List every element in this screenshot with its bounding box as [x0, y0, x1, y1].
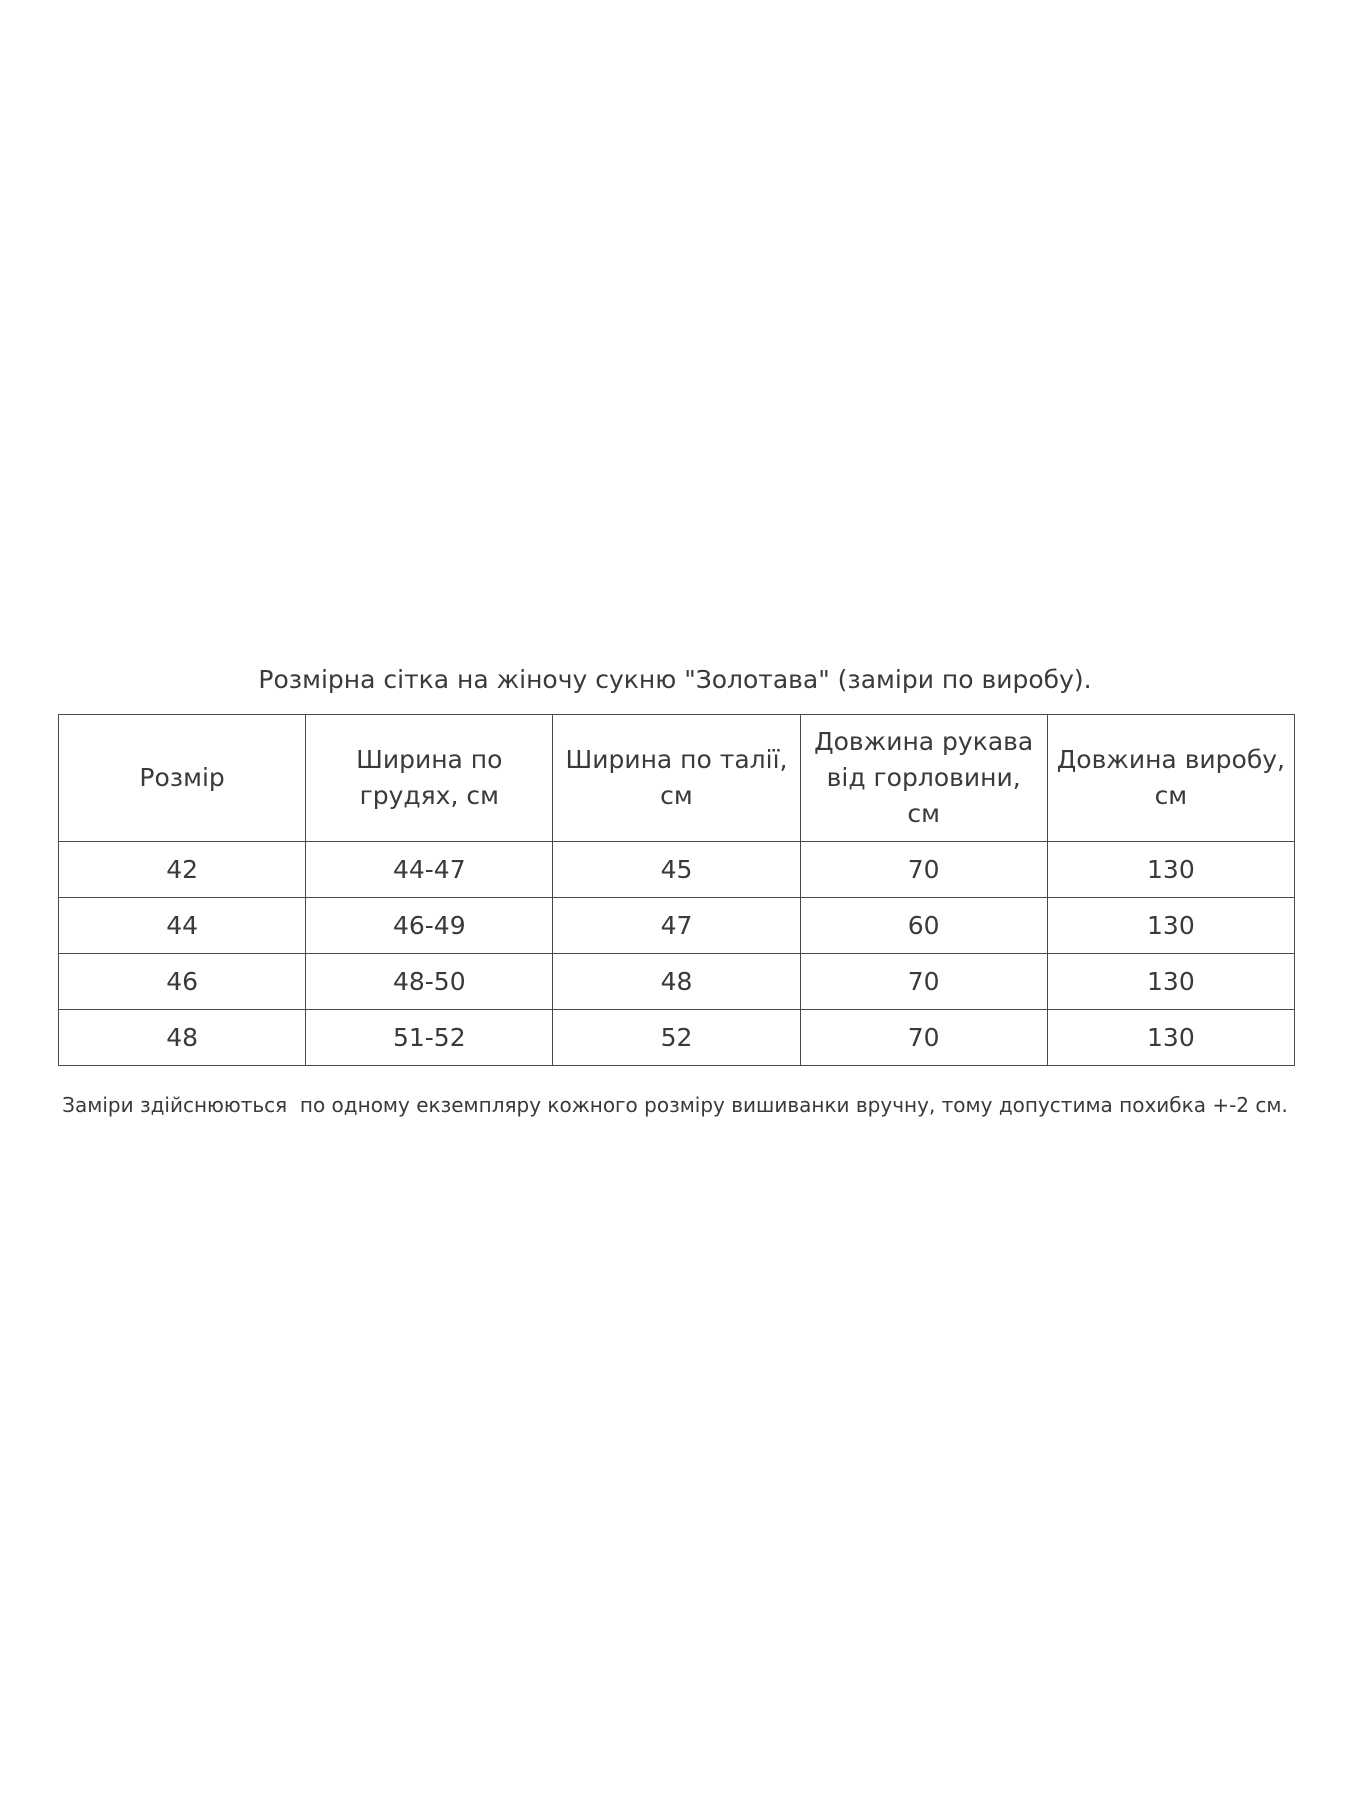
- measurement-note: Заміри здійснюються по одному екземпляру кожного розміру вишиванки вручну, тому допустима похибка +-2 см.: [62, 1093, 1288, 1117]
- cell-waist-width: 52: [553, 1010, 800, 1066]
- header-waist-width: Ширина по талії, см: [553, 715, 800, 842]
- cell-sleeve-length: 70: [800, 842, 1047, 898]
- header-product-length: Довжина виробу, см: [1047, 715, 1294, 842]
- cell-size: 44: [59, 898, 306, 954]
- table-row: [59, 1010, 1295, 1066]
- cell-size: 48: [59, 1010, 306, 1066]
- cell-waist-width: 48: [553, 954, 800, 1010]
- cell-sleeve-length: 70: [800, 954, 1047, 1010]
- table-row: [59, 842, 1295, 898]
- cell-size: 46: [59, 954, 306, 1010]
- cell-product-length: 130: [1047, 954, 1294, 1010]
- header-sleeve-length: Довжина рукава від горловини, см: [800, 715, 1047, 842]
- cell-sleeve-length: 60: [800, 898, 1047, 954]
- table-title: Розмірна сітка на жіночу сукню "Золотава" (заміри по виробу).: [258, 665, 1092, 694]
- header-chest-width: Ширина по грудях, см: [306, 715, 553, 842]
- cell-size: 42: [59, 842, 306, 898]
- table-row: [59, 898, 1295, 954]
- cell-product-length: 130: [1047, 898, 1294, 954]
- cell-chest-width: 44-47: [306, 842, 553, 898]
- table-row: [59, 954, 1295, 1010]
- cell-chest-width: 51-52: [306, 1010, 553, 1066]
- cell-product-length: 130: [1047, 842, 1294, 898]
- size-chart-table: [58, 714, 1295, 1066]
- cell-chest-width: 46-49: [306, 898, 553, 954]
- table-header-row: [59, 715, 1295, 842]
- cell-waist-width: 47: [553, 898, 800, 954]
- cell-waist-width: 45: [553, 842, 800, 898]
- header-size: Розмір: [59, 715, 306, 842]
- cell-product-length: 130: [1047, 1010, 1294, 1066]
- cell-sleeve-length: 70: [800, 1010, 1047, 1066]
- cell-chest-width: 48-50: [306, 954, 553, 1010]
